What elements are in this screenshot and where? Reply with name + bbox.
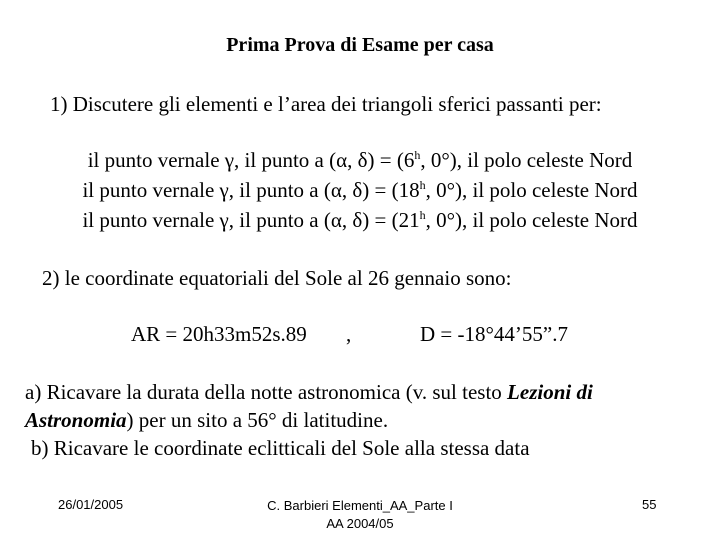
case-2-post: , 0°), il polo celeste Nord xyxy=(425,178,638,202)
declination-value: D = -18°44’55”.7 xyxy=(420,322,568,346)
case-2-pre: il punto vernale γ, il punto a (α, δ) = (18 xyxy=(82,178,420,202)
case-1-pre: il punto vernale γ, il punto a (α, δ) = (6 xyxy=(87,148,415,172)
case-3-post: , 0°), il polo celeste Nord xyxy=(425,208,638,232)
coordinate-separator: , xyxy=(346,322,352,346)
footer-date: 26/01/2005 xyxy=(58,497,124,512)
task-a-book-title-2: Astronomia xyxy=(25,408,127,432)
task-a xyxy=(25,378,593,434)
question-1: 1) Discutere gli elementi e l’area dei triangoli sferici passanti per: xyxy=(50,92,602,116)
task-b: b) Ricavare le coordinate eclitticali del Sole alla stessa data xyxy=(31,436,530,460)
case-line-3 xyxy=(0,208,720,233)
task-a-text-1: a) Ricavare la durata della notte astronomica (v. sul testo xyxy=(25,380,508,404)
case-line-2 xyxy=(0,178,720,203)
footer-page-number: 55 xyxy=(642,497,657,512)
case-1-sup: h xyxy=(414,148,421,162)
footer-center xyxy=(0,497,720,533)
page-title: Prima Prova di Esame per casa xyxy=(226,34,494,56)
case-2-sup: h xyxy=(419,178,426,192)
footer-author: C. Barbieri Elementi_AA_Parte I xyxy=(267,498,453,513)
case-3-pre: il punto vernale γ, il punto a (α, δ) = (21 xyxy=(82,208,420,232)
question-2: 2) le coordinate equatoriali del Sole al 26 gennaio sono: xyxy=(42,266,512,290)
case-line-1 xyxy=(0,148,720,173)
case-3-sup: h xyxy=(419,208,426,222)
task-a-line-2 xyxy=(25,406,593,434)
task-a-book-title-1: Lezioni di xyxy=(507,380,593,404)
footer-academic-year: AA 2004/05 xyxy=(326,516,394,531)
case-1-post: , 0°), il polo celeste Nord xyxy=(420,148,633,172)
task-a-text-2: ) per un sito a 56° di latitudine. xyxy=(126,408,389,432)
right-ascension-value: AR = 20h33m52s.89 xyxy=(131,322,307,346)
task-a-line-1 xyxy=(25,378,593,406)
